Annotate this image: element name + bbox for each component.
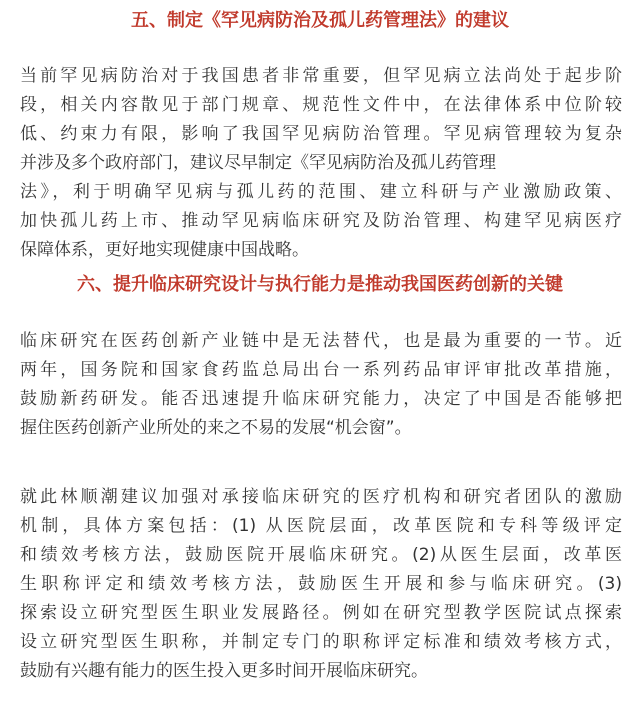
paragraph-line: 鼓励新药研发。能否迅速提升临床研究能力，决定了中国是否能够把 xyxy=(20,389,622,409)
paragraph-line: 和绩效考核方法，鼓励医院开展临床研究。(2)从医生层面，改革医 xyxy=(20,545,622,565)
paragraph-line: 低、约束力有限，影响了我国罕见病防治管理。罕见病管理较为复杂 xyxy=(20,124,622,144)
paragraph-line: 当前罕见病防治对于我国患者非常重要，但罕见病立法尚处于起步阶 xyxy=(20,66,622,86)
paragraph-line: 就此林顺潮建议加强对承接临床研究的医疗机构和研究者团队的激励 xyxy=(20,487,622,507)
paragraph-line: 握住医药创新产业所处的来之不易的发展“机会窗”。 xyxy=(20,418,412,438)
paragraph-line: 保障体系，更好地实现健康中国战略。 xyxy=(20,240,309,260)
paragraph-line: 设立研究型医生职称，并制定专门的职称评定标准和绩效考核方式， xyxy=(20,632,622,652)
paragraph-line: 加快孤儿药上市、推动罕见病临床研究及防治管理、构建罕见病医疗 xyxy=(20,211,622,231)
paragraph-line: 临床研究在医药创新产业链中是无法替代，也是最为重要的一节。近 xyxy=(20,331,622,351)
paragraph-line: 鼓励有兴趣有能力的医生投入更多时间开展临床研究。 xyxy=(20,661,428,681)
section-6-heading: 六、提升临床研究设计与执行能力是推动我国医药创新的关键 xyxy=(77,274,563,295)
paragraph-line: 两年，国务院和国家食药监总局出台一系列药品审评审批改革措施， xyxy=(20,360,622,380)
paragraph-line: 机制，具体方案包括：(1) 从医院层面，改革医院和专科等级评定 xyxy=(20,516,622,536)
paragraph-line: 生职称评定和绩效考核方法，鼓励医生开展和参与临床研究。(3) xyxy=(20,574,622,594)
section-6-paragraph-2 xyxy=(20,483,622,686)
section-5-heading: 五、制定《罕见病防治及孤儿药管理法》的建议 xyxy=(131,10,509,31)
section-6-paragraph-1 xyxy=(20,327,622,443)
paragraph-line: 探索设立研究型医生职业发展路径。例如在研究型教学医院试点探索 xyxy=(20,603,622,623)
paragraph-line: 段，相关内容散见于部门规章、规范性文件中，在法律体系中位阶较 xyxy=(20,95,622,115)
paragraph-line: 并涉及多个政府部门，建议尽早制定《罕见病防治及孤儿药管理 xyxy=(20,153,496,173)
paragraph-line: 法》，利于明确罕见病与孤儿药的范围、建立科研与产业激励政策、 xyxy=(20,182,622,202)
section-5-paragraph xyxy=(20,62,622,265)
